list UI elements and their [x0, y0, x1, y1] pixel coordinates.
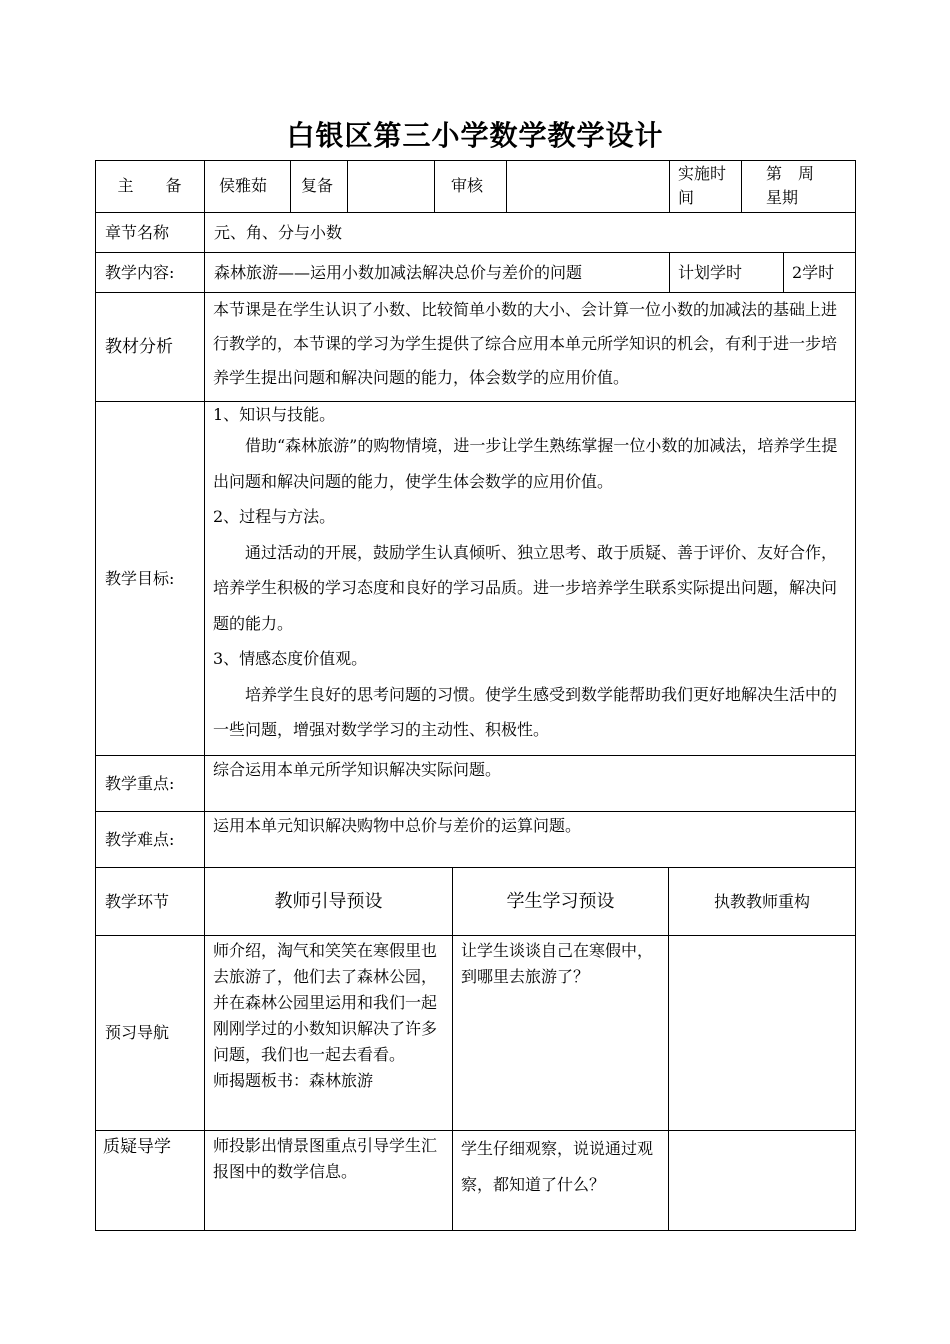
- student-header: 学生学习预设: [453, 868, 669, 936]
- difficult-point-label: 教学难点:: [95, 812, 205, 868]
- teacher-header: 教师引导预设: [205, 868, 453, 936]
- key-point-label: 教学重点:: [95, 756, 205, 812]
- audit-value: [507, 160, 670, 213]
- key-point-value: 综合运用本单元所学知识解决实际问题。: [205, 756, 856, 812]
- page-title: 白银区第三小学数学教学设计: [286, 119, 664, 152]
- day-text: 星期: [766, 188, 799, 207]
- student-question: 学生仔细观察，说说通过观察，都知道了什么？: [453, 1131, 669, 1231]
- objectives-text: [205, 402, 856, 756]
- difficult-point-value: 运用本单元知识解决购物中总价与差价的运算问题。: [205, 812, 856, 868]
- rebuild-preview: [669, 936, 856, 1131]
- audit-label: 审核: [435, 160, 507, 213]
- content-value: 森林旅游——运用小数加减法解决总价与差价的问题: [205, 253, 670, 293]
- stage-preview: 预习导航: [95, 936, 205, 1131]
- objective-para-1: 借助“森林旅游”的购物情境，进一步让学生熟练掌握一位小数的加减法，培养学生提出问题和解决问题的能力，使学生体会数学的应用价值。: [213, 436, 838, 491]
- objective-para-3: 培养学生良好的思考问题的习惯。使学生感受到数学能帮助我们更好地解决生活中的一些问题，增强对数学学习的主动性、积极性。: [213, 684, 838, 739]
- content-label: 教学内容:: [95, 253, 205, 293]
- rebuild-question: [669, 1131, 856, 1231]
- objective-heading-2: 2、过程与方法。: [213, 507, 336, 526]
- time-label: 实施时间: [670, 160, 742, 213]
- hours-value: 2学时: [784, 253, 856, 293]
- objective-heading-3: 3、情感态度价值观。: [213, 649, 368, 668]
- objective-para-2: 通过活动的开展，鼓励学生认真倾听、独立思考、敢于质疑、善于评价、友好合作，培养学生积极的学习态度和良好的学习品质。进一步培养学生联系实际提出问题，解决问题的能力。: [213, 542, 838, 633]
- review-label: 复备: [291, 160, 348, 213]
- objectives-label: 教学目标:: [95, 402, 205, 756]
- main-label: 主 备: [95, 160, 205, 213]
- week-text: 第 周: [766, 164, 815, 183]
- stage-header: 教学环节: [95, 868, 205, 936]
- main-value: 侯雅茹: [205, 160, 291, 213]
- rebuild-header: 执教教师重构: [669, 868, 856, 936]
- week-cell: [742, 160, 856, 213]
- review-value: [348, 160, 435, 213]
- teacher-question: 师投影出情景图重点引导学生汇报图中的数学信息。: [205, 1131, 453, 1231]
- stage-question: 质疑导学: [95, 1131, 205, 1231]
- student-preview: 让学生谈谈自己在寒假中，到哪里去旅游了？: [453, 936, 669, 1131]
- analysis-text: 本节课是在学生认识了小数、比较简单小数的大小、会计算一位小数的加减法的基础上进行教学的，本节课的学习为学生提供了综合应用本单元所学知识的机会，有利于进一步培养学生提出问题和解决问题的能力，体会数学的应用价值。: [205, 293, 856, 402]
- objective-heading-1: 1、知识与技能。: [213, 405, 336, 424]
- chapter-label: 章节名称: [95, 213, 205, 253]
- chapter-value: 元、角、分与小数: [205, 213, 856, 253]
- teacher-preview: 师介绍，淘气和笑笑在寒假里也去旅游了，他们去了森林公园，并在森林公园里运用和我们一起刚刚学过的小数知识解决了许多问题，我们也一起去看看。 师揭题板书：森林旅游: [205, 936, 453, 1131]
- analysis-label: 教材分析: [95, 293, 205, 402]
- hours-label: 计划学时: [670, 253, 784, 293]
